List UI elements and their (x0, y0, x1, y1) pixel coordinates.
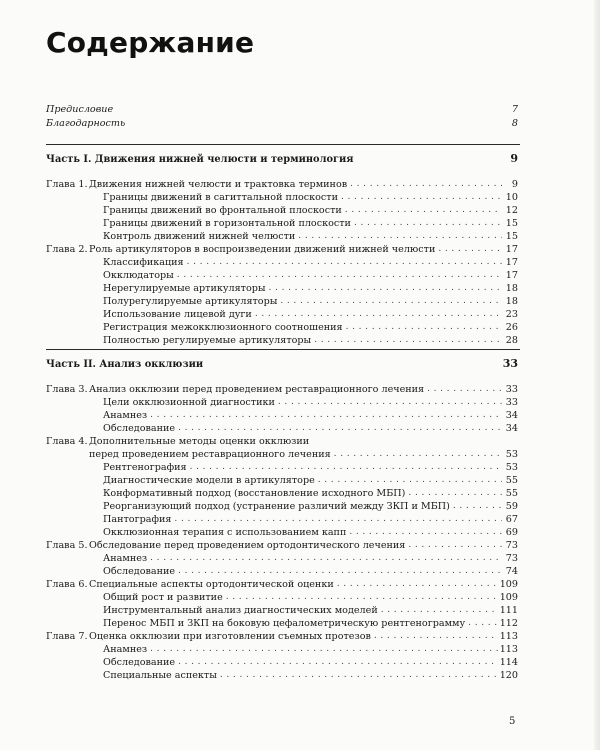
chapter-label: Глава 1. (46, 179, 88, 190)
dot-leader (341, 191, 502, 204)
toc-section (46, 461, 518, 474)
toc-section (46, 321, 518, 334)
part-title: Часть I. Движения нижней челюсти и терминология (46, 154, 354, 165)
chapter-label: Глава 6. (46, 579, 88, 590)
chapter-label: Глава 7. (46, 631, 88, 642)
toc-section (46, 669, 518, 682)
dot-leader (350, 178, 502, 191)
chapter-label: Глава 3. (46, 384, 88, 395)
section-title: Общий рост и развитие (103, 592, 223, 603)
dot-leader (174, 513, 502, 526)
dot-leader (280, 295, 502, 308)
section-page: 34 (505, 423, 518, 434)
toc-section (46, 552, 518, 565)
dot-leader (427, 383, 502, 396)
dot-leader (408, 539, 502, 552)
dot-leader (334, 448, 502, 461)
toc-section (46, 643, 518, 656)
section-page: 109 (499, 592, 518, 603)
toc-section (46, 396, 518, 409)
toc-chapter-4 (46, 435, 518, 448)
section-title: Анамнез (103, 410, 148, 421)
section-title: Окклюдаторы (103, 270, 174, 281)
section-page: 12 (505, 205, 518, 216)
section-title: Границы движений в горизонтальной плоскости (103, 218, 351, 229)
toc-chapter-4-continued (46, 448, 518, 461)
dot-leader (150, 552, 502, 565)
dot-leader (354, 217, 502, 230)
toc-section (46, 617, 518, 630)
section-title: Специальные аспекты (103, 670, 217, 681)
toc-entry-preface (46, 103, 518, 116)
entry-page: 7 (511, 104, 518, 115)
dot-leader (345, 204, 502, 217)
toc-chapter-7 (46, 630, 518, 643)
dot-leader (150, 409, 502, 422)
part-title: Часть II. Анализ окклюзии (46, 359, 204, 370)
chapter-label: Глава 5. (46, 540, 88, 551)
toc-section (46, 500, 518, 513)
toc-section (46, 308, 518, 321)
section-page: 55 (505, 475, 518, 486)
section-page: 113 (499, 644, 518, 655)
section-page: 26 (505, 322, 518, 333)
toc-section (46, 204, 518, 217)
section-title: Обследование (103, 657, 176, 668)
toc-chapter-6 (46, 578, 518, 591)
chapter-page: 33 (505, 384, 518, 395)
chapter-page: 53 (505, 449, 518, 460)
toc-part-1 (46, 152, 518, 165)
section-page: 34 (505, 410, 518, 421)
toc-section (46, 230, 518, 243)
section-page: 10 (505, 192, 518, 203)
dot-leader (314, 334, 502, 347)
toc-entry-acknowledgments (46, 117, 518, 130)
section-title: Классификация (103, 257, 184, 268)
entry-page: 8 (511, 118, 518, 129)
section-page: 17 (505, 257, 518, 268)
section-title: Пантография (103, 514, 172, 525)
chapter-title: Роль артикуляторов в воспроизведении движений нижней челюсти (89, 244, 436, 255)
toc-section (46, 656, 518, 669)
entry-title: Предисловие (46, 104, 114, 115)
dot-leader (318, 474, 502, 487)
section-page: 59 (505, 501, 518, 512)
section-title: Инструментальный анализ диагностических моделей (103, 605, 378, 616)
dot-leader (278, 396, 502, 409)
chapter-label: Глава 2. (46, 244, 88, 255)
toc-section (46, 295, 518, 308)
toc-section (46, 334, 518, 347)
section-title: Обследование (103, 566, 176, 577)
dot-leader (255, 308, 502, 321)
toc-section (46, 487, 518, 500)
section-page: 53 (505, 462, 518, 473)
toc-chapter-3 (46, 383, 518, 396)
section-page: 55 (505, 488, 518, 499)
section-title: Полурегулируемые артикуляторы (103, 296, 278, 307)
chapter-page: 113 (499, 631, 518, 642)
chapter-title: Обследование перед проведением ортодонтического лечения (89, 540, 406, 551)
toc-chapter-5 (46, 539, 518, 552)
section-page: 114 (499, 657, 518, 668)
section-title: Конформативный подход (восстановление исходного МБП) (103, 488, 406, 499)
toc-section (46, 269, 518, 282)
section-title: Полностью регулируемые артикуляторы (103, 335, 312, 346)
section-page: 69 (505, 527, 518, 538)
section-page: 112 (499, 618, 518, 629)
dot-leader (374, 630, 498, 643)
chapter-title: Дополнительные методы оценки окклюзии (89, 436, 310, 447)
dot-leader (438, 243, 502, 256)
toc-section (46, 565, 518, 578)
dot-leader (453, 500, 502, 513)
section-page: 18 (505, 283, 518, 294)
dot-leader (337, 578, 498, 591)
dot-leader (178, 422, 502, 435)
dot-leader (178, 656, 498, 669)
section-page: 15 (505, 231, 518, 242)
dot-leader (226, 591, 498, 604)
section-title: Анамнез (103, 553, 148, 564)
dot-leader (408, 487, 502, 500)
section-page: 67 (505, 514, 518, 525)
section-title: Обследование (103, 423, 176, 434)
dot-leader (220, 669, 498, 682)
dot-leader (346, 321, 502, 334)
section-title: Контроль движений нижней челюсти (103, 231, 296, 242)
dot-leader (298, 230, 502, 243)
toc-chapter-1 (46, 178, 518, 191)
toc-section (46, 282, 518, 295)
section-page: 17 (505, 270, 518, 281)
chapter-title: Движения нижней челюсти и трактовка терминов (89, 179, 348, 190)
part-page: 9 (510, 152, 518, 165)
chapter-page: 73 (505, 540, 518, 551)
section-title: Рентгенография (103, 462, 187, 473)
toc-chapter-2 (46, 243, 518, 256)
section-title: Реорганизующий подход (устранение различий между ЗКП и МБП) (103, 501, 450, 512)
section-page: 73 (505, 553, 518, 564)
page-title: Содержание (46, 26, 255, 59)
entry-title: Благодарность (46, 118, 126, 129)
divider-rule (46, 144, 520, 145)
dot-leader (269, 282, 502, 295)
toc-section (46, 256, 518, 269)
page-number: 5 (509, 716, 516, 727)
dot-leader (349, 526, 502, 539)
chapter-title: Анализ окклюзии перед проведением реставрационного лечения (89, 384, 425, 395)
section-page: 28 (505, 335, 518, 346)
section-page: 33 (505, 397, 518, 408)
dot-leader (468, 617, 498, 630)
toc-section (46, 526, 518, 539)
chapter-page: 9 (511, 179, 518, 190)
toc-section (46, 513, 518, 526)
section-page: 120 (499, 670, 518, 681)
toc-section (46, 474, 518, 487)
toc-section (46, 217, 518, 230)
section-title: Окклюзионная терапия с использованием капп (103, 527, 347, 538)
section-title: Регистрация межокклюзионного соотношения (103, 322, 343, 333)
part-page: 33 (502, 357, 518, 370)
section-page: 111 (499, 605, 518, 616)
section-page: 15 (505, 218, 518, 229)
chapter-label: Глава 4. (46, 436, 88, 447)
chapter-title: Специальные аспекты ортодонтической оценки (89, 579, 334, 590)
section-title: Границы движений в сагиттальной плоскости (103, 192, 339, 203)
chapter-page: 17 (505, 244, 518, 255)
section-page: 23 (505, 309, 518, 320)
dot-leader (190, 461, 502, 474)
dot-leader (150, 643, 498, 656)
section-page: 74 (505, 566, 518, 577)
toc-section (46, 422, 518, 435)
chapter-page: 109 (499, 579, 518, 590)
dot-leader (187, 256, 502, 269)
section-title: Границы движений во фронтальной плоскости (103, 205, 342, 216)
section-page: 18 (505, 296, 518, 307)
section-title: Цели окклюзионной диагностики (103, 397, 275, 408)
section-title: Диагностические модели в артикуляторе (103, 475, 315, 486)
chapter-title-continued: перед проведением реставрационного лечения (89, 449, 331, 460)
dot-leader (177, 269, 502, 282)
dot-leader (381, 604, 498, 617)
section-title: Использование лицевой дуги (103, 309, 252, 320)
chapter-title: Оценка окклюзии при изготовлении съемных протезов (89, 631, 371, 642)
toc-part-2 (46, 357, 518, 370)
section-title: Анамнез (103, 644, 148, 655)
section-title: Нерегулируемые артикуляторы (103, 283, 266, 294)
toc-section (46, 591, 518, 604)
page-edge (594, 0, 600, 750)
section-title: Перенос МБП и ЗКП на боковую цефалометрическую рентгенограмму (103, 618, 466, 629)
divider-rule (46, 349, 520, 350)
toc-section (46, 191, 518, 204)
toc-section (46, 409, 518, 422)
dot-leader (178, 565, 502, 578)
toc-section (46, 604, 518, 617)
